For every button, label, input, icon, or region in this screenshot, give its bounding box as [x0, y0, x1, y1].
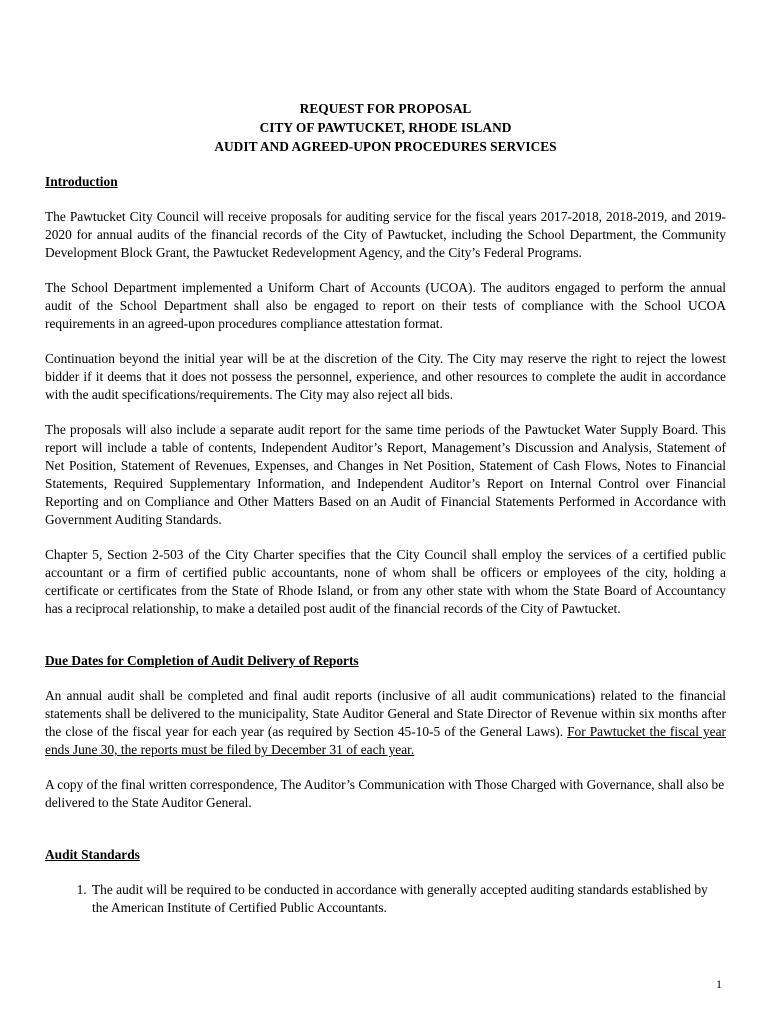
fiscal-year-deadline: For Pawtucket the fiscal year ends June 30, the reports must be filed by December 31 of each year.	[45, 724, 726, 757]
document-title	[45, 99, 726, 156]
introduction-paragraph: Continuation beyond the initial year will be at the discretion of the City. The City may reserve the right to reject the lowest bidder if it deems that it does not possess the personnel, experience, and other resources to complete the audit in accordance with the audit specifications/requirements. The City may also reject all bids.	[45, 351, 726, 402]
introduction-paragraph: The proposals will also include a separate audit report for the same time periods of the Pawtucket Water Supply Board. This report will include a table of contents, Independent Auditor’s Report, Management’s Discussion and Analysis, Statement of Net Position, Statement of Revenues, Expenses, and Changes in Net Position, Statement of Cash Flows, Notes to Financial Statements, Required Supplementary Information, and Independent Auditor’s Report on Internal Control over Financial Reporting and on Compliance and Other Matters Based on an Audit of Financial Statements Performed in Accordance with Government Auditing Standards.	[45, 422, 726, 527]
due-dates-heading: Due Dates for Completion of Audit Delivery of Reports	[45, 653, 359, 668]
title-line-3: AUDIT AND AGREED-UPON PROCEDURES SERVICES	[214, 139, 557, 154]
title-line-1: REQUEST FOR PROPOSAL	[299, 101, 472, 116]
introduction-heading: Introduction	[45, 174, 118, 189]
document-page	[45, 99, 726, 917]
introduction-paragraph: Chapter 5, Section 2-503 of the City Charter specifies that the City Council shall employ the services of a certified public accountant or a firm of certified public accountants, none of whom shall be officers or employees of the city, holding a certificate or certificates from the State of Rhode Island, or from any other state with whom the State Board of Accountancy has a reciprocal relationship, to make a detailed post audit of the financial records of the City of Pawtucket.	[45, 547, 726, 616]
audit-standards-heading: Audit Standards	[45, 847, 140, 862]
introduction-paragraph: The Pawtucket City Council will receive proposals for auditing service for the fiscal years 2017-2018, 2018-2019, and 2019-2020 for annual audits of the financial records of the City of Pawtucket, including the School Department, the Community Development Block Grant, the Pawtucket Redevelopment Agency, and the City’s Federal Programs.	[45, 209, 726, 260]
audit-standards-list	[45, 881, 726, 917]
page-number: 1	[716, 977, 722, 991]
due-dates-paragraph-2: A copy of the final written correspondence, The Auditor’s Communication with Those Charged with Governance, shall also be delivered to the State Auditor General.	[45, 777, 725, 810]
due-dates-paragraph	[45, 687, 726, 759]
list-item: 1. The audit will be required to be conducted in accordance with generally accepted auditing standards established by the American Institute of Certified Public Accountants.	[90, 881, 726, 917]
title-line-2: CITY OF PAWTUCKET, RHODE ISLAND	[259, 120, 512, 135]
introduction-paragraph: The School Department implemented a Uniform Chart of Accounts (UCOA). The auditors engaged to perform the annual audit of the School Department shall also be engaged to report on their tests of compliance with the School UCOA requirements in an agreed-upon procedures compliance attestation format.	[45, 280, 726, 331]
due-dates-text: An annual audit shall be completed and final audit reports (inclusive of all audit communications) related to the financial statements shall be delivered to the municipality, State Auditor General and State Director of Revenue within six months after the close of the fiscal year for each year (as required by Section 45-10-5 of the General Laws).	[45, 688, 726, 739]
